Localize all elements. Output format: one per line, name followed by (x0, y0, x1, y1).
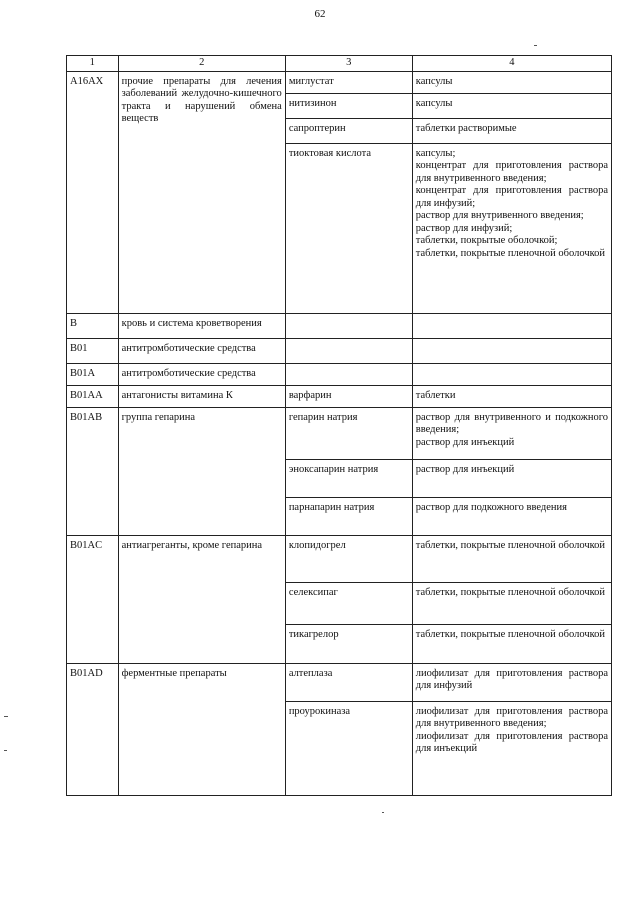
table-row (67, 663, 612, 701)
anatomical-therapeutic-group: антагонисты витамина К (118, 385, 285, 407)
dosage-form-item: таблетки (415, 389, 456, 401)
drug-name: тикагрелор (285, 624, 412, 663)
dosage-form (412, 497, 611, 535)
table-body (67, 71, 612, 795)
dosage-form-item: раствор для подкожного введения (415, 501, 567, 513)
dosage-form (412, 363, 611, 385)
table-row (67, 71, 612, 93)
dosage-form-item: концентрат для приготовления раствора для инфузий; (415, 185, 608, 209)
dosage-form (412, 118, 611, 143)
dosage-form-item: таблетки, покрытые оболочкой; (415, 235, 558, 246)
anatomical-therapeutic-group: прочие препараты для лечения заболеваний желудочно-кишечного тракта и нарушений обмена веществ (118, 71, 285, 313)
dosage-form (412, 93, 611, 118)
anatomical-therapeutic-group: ферментные препараты (118, 663, 285, 795)
drug-name: проурокиназа (285, 701, 412, 795)
scan-mark (4, 716, 8, 717)
atc-code: B (67, 313, 119, 338)
dosage-form (412, 338, 611, 363)
dosage-form (412, 313, 611, 338)
atc-code: B01AD (67, 663, 119, 795)
table-row (67, 407, 612, 459)
column-number: 3 (285, 56, 412, 72)
scan-mark (382, 812, 384, 813)
column-number-row (67, 56, 612, 72)
drug-name: селексипаг (285, 582, 412, 624)
anatomical-therapeutic-group: группа гепарина (118, 407, 285, 535)
scan-mark (534, 45, 537, 46)
dosage-form-item: таблетки растворимые (415, 122, 517, 134)
anatomical-therapeutic-group: кровь и система кроветворения (118, 313, 285, 338)
drug-name: нитизинон (285, 93, 412, 118)
dosage-form-item: таблетки, покрытые пленочной оболочкой (415, 539, 606, 551)
atc-code: B01AB (67, 407, 119, 535)
dosage-form (412, 701, 611, 795)
dosage-form (412, 407, 611, 459)
dosage-form (412, 624, 611, 663)
dosage-form-item: капсулы (415, 75, 453, 87)
scan-mark (4, 750, 7, 751)
column-number: 4 (412, 56, 611, 72)
dosage-form-item: концентрат для приготовления раствора для внутривенного введения; (415, 160, 608, 184)
dosage-form-item: капсулы; (415, 147, 456, 159)
atc-code: B01AA (67, 385, 119, 407)
drug-registry-table (66, 55, 612, 796)
dosage-form-item: лиофилизат для приготовления раствора для инфузий (415, 667, 608, 691)
dosage-form-item: раствор для инъекций (415, 436, 515, 448)
drug-name: парнапарин натрия (285, 497, 412, 535)
dosage-form-item: раствор для инъекций (415, 463, 515, 475)
drug-name (285, 313, 412, 338)
dosage-form-item: таблетки, покрытые пленочной оболочкой (415, 586, 606, 598)
drug-name: сапроптерин (285, 118, 412, 143)
table-row (67, 535, 612, 582)
atc-code: B01 (67, 338, 119, 363)
dosage-form (412, 385, 611, 407)
dosage-form-item: лиофилизат для приготовления раствора для инъекций (415, 730, 608, 754)
page-number: 62 (314, 8, 326, 20)
drug-name: алтеплаза (285, 663, 412, 701)
dosage-form-item: капсулы (415, 97, 453, 109)
anatomical-therapeutic-group: антиагреганты, кроме гепарина (118, 535, 285, 663)
dosage-form (412, 582, 611, 624)
drug-name: клопидогрел (285, 535, 412, 582)
dosage-form-item: таблетки, покрытые пленочной оболочкой (415, 628, 606, 640)
drug-name (285, 338, 412, 363)
dosage-form (412, 663, 611, 701)
drug-name: варфарин (285, 385, 412, 407)
drug-name: гепарин натрия (285, 407, 412, 459)
drug-name (285, 363, 412, 385)
dosage-form (412, 143, 611, 313)
dosage-form (412, 535, 611, 582)
drug-name: тиоктовая кислота (285, 143, 412, 313)
anatomical-therapeutic-group: антитромботические средства (118, 338, 285, 363)
drug-name: эноксапарин натрия (285, 459, 412, 497)
table-row (67, 363, 612, 385)
dosage-form (412, 71, 611, 93)
dosage-form-item: раствор для внутривенного и подкожного введения; (415, 411, 608, 435)
table-row (67, 338, 612, 363)
table-row (67, 385, 612, 407)
column-number: 2 (118, 56, 285, 72)
column-number: 1 (67, 56, 119, 72)
table-row (67, 313, 612, 338)
dosage-form-item: лиофилизат для приготовления раствора для внутривенного введения; (415, 705, 608, 729)
dosage-form-item: раствор для инфузий; (415, 222, 513, 234)
anatomical-therapeutic-group: антитромботические средства (118, 363, 285, 385)
dosage-form-item: раствор для внутривенного введения; (415, 210, 584, 221)
atc-code: A16AX (67, 71, 119, 313)
dosage-form-item: таблетки, покрытые пленочной оболочкой (415, 247, 606, 259)
atc-code: B01A (67, 363, 119, 385)
drug-name: миглустат (285, 71, 412, 93)
dosage-form (412, 459, 611, 497)
atc-code: B01AC (67, 535, 119, 663)
